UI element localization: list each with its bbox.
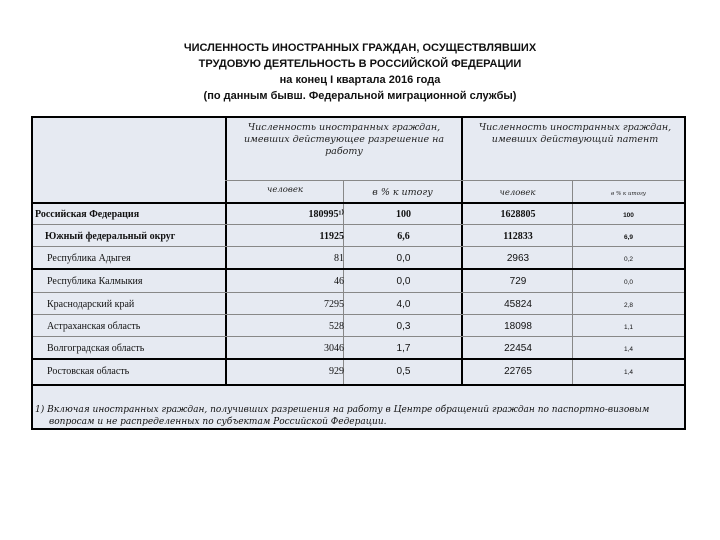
row-name: Республика Калмыкия [47, 276, 143, 287]
row-name: Ростовская область [47, 366, 130, 377]
footnote [35, 404, 675, 428]
header-permit-group: Численность иностранных граждан, имевших действующее разрешение на работу [243, 122, 445, 157]
title-line-2: ТРУДОВУЮ ДЕЯТЕЛЬНОСТЬ В РОССИЙСКОЙ ФЕДЕРАЦИИ [198, 58, 522, 70]
header-permit-people: человек [267, 185, 303, 195]
permit-pct: 4,0 [396, 299, 411, 310]
permit-people: 929 [329, 366, 344, 377]
table-row [33, 316, 684, 338]
permit-people: 11925 [319, 231, 344, 242]
permit-people: 180995¹⁾ [308, 209, 344, 220]
row-name: Астраханская область [47, 321, 141, 332]
data-table [31, 116, 686, 430]
table-row [33, 338, 684, 360]
patent-pct: 1,4 [623, 346, 634, 353]
permit-pct: 0,3 [396, 321, 411, 332]
patent-people: 22765 [504, 366, 532, 377]
permit-pct: 100 [396, 209, 411, 220]
table-row [33, 248, 684, 270]
footnote-line-2: вопросам и не распределенных по субъектам Российской Федерации. [49, 417, 387, 427]
permit-pct: 6,6 [397, 231, 410, 242]
patent-people: 18098 [504, 321, 532, 332]
header-patent-group: Численность иностранных граждан, имевших действующий патент [478, 122, 672, 145]
patent-pct: 2,8 [623, 302, 634, 309]
row-name: Волгоградская область [47, 343, 145, 354]
patent-pct: 1,4 [623, 369, 634, 376]
patent-pct: 1,1 [623, 324, 634, 331]
patent-people: 112833 [503, 231, 533, 242]
row-name: Республика Адыгея [47, 253, 131, 264]
table-row [33, 204, 684, 226]
title-line-3: на конец I квартала 2016 года [279, 74, 441, 86]
permit-people: 528 [329, 321, 344, 332]
table-row [33, 226, 684, 248]
header-permit-pct: в % к итогу [372, 187, 433, 198]
patent-people: 45824 [504, 299, 532, 310]
patent-people: 1628805 [500, 209, 536, 220]
patent-people: 2963 [506, 253, 530, 264]
row-name: Краснодарский край [47, 299, 135, 310]
table-row [33, 294, 684, 316]
permit-pct: 0,0 [396, 276, 411, 287]
divider [225, 180, 684, 181]
permit-pct: 0,0 [396, 253, 411, 264]
permit-pct: 0,5 [396, 366, 411, 377]
table-row [33, 271, 684, 293]
header-patent-people: человек [499, 188, 536, 198]
patent-people: 729 [509, 276, 527, 287]
divider [33, 384, 684, 386]
header-patent-pct: в % к итогу [611, 191, 646, 197]
patent-pct: 6,9 [623, 234, 634, 241]
permit-people: 46 [334, 276, 344, 287]
table-row [33, 361, 684, 383]
patent-pct: 100 [623, 212, 634, 219]
page-title [0, 40, 720, 104]
permit-people: 3046 [324, 343, 344, 354]
footnote-line-1: 1) Включая иностранных граждан, получивших разрешения на работу в Центре обращений граждан по паспортно-визовым [35, 405, 650, 415]
patent-people: 22454 [504, 343, 532, 354]
patent-pct: 0,0 [623, 279, 634, 286]
title-line-4: (по данным бывш. Федеральной миграционной службы) [203, 90, 517, 102]
permit-pct: 1,7 [396, 343, 411, 354]
permit-people: 7295 [324, 299, 344, 310]
patent-pct: 0,2 [623, 256, 634, 263]
permit-people: 81 [334, 253, 344, 264]
title-line-1: ЧИСЛЕННОСТЬ ИНОСТРАННЫХ ГРАЖДАН, ОСУЩЕСТВЛЯВШИХ [183, 42, 537, 54]
row-name: Российская Федерация [35, 209, 140, 220]
row-name: Южный федеральный округ [45, 231, 176, 242]
